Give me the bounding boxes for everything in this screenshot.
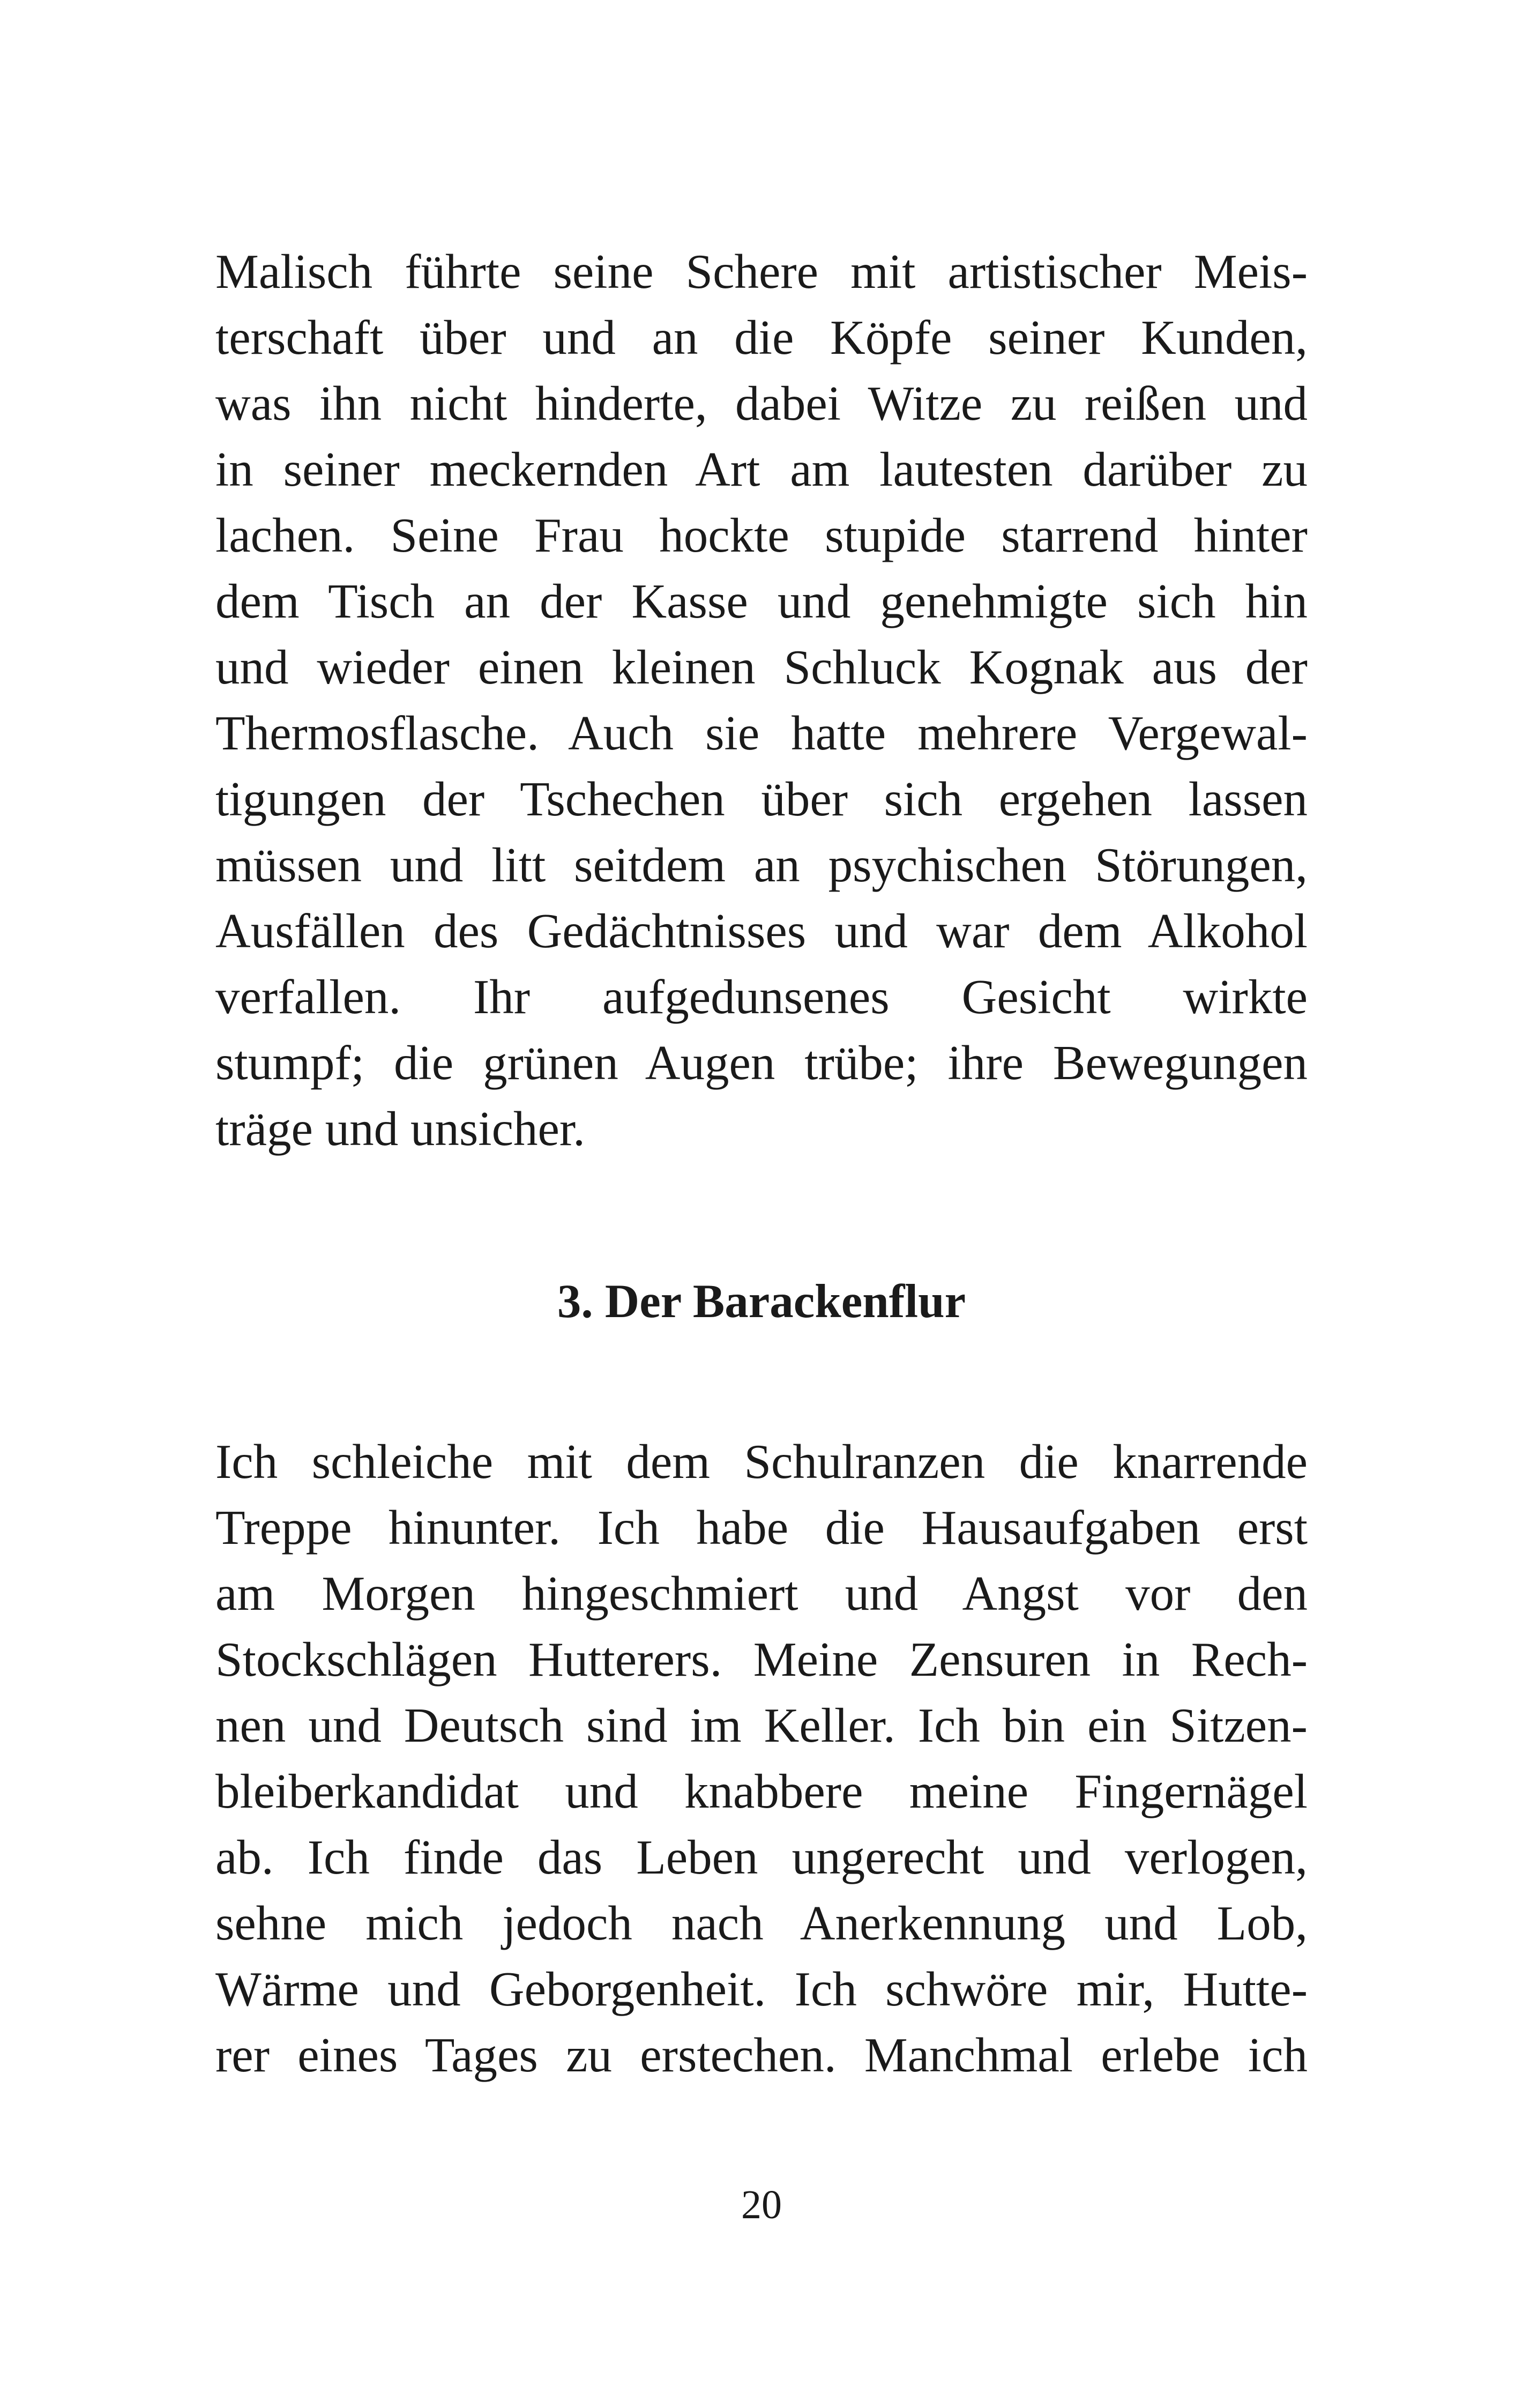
- paragraph-line: lachen. Seine Frau hockte stupide starrend hinter: [215, 508, 1308, 562]
- paragraph-line: Wärme und Geborgenheit. Ich schwöre mir, Hutte-: [215, 1962, 1308, 2016]
- paragraph-line: am Morgen hingeschmiert und Angst vor den: [215, 1566, 1308, 1621]
- paragraph-line: und wieder einen kleinen Schluck Kognak aus der: [215, 640, 1308, 694]
- paragraph-line: rer eines Tages zu erstechen. Manchmal erlebe ich: [215, 2028, 1308, 2082]
- paragraph-line: Stockschlägen Hutterers. Meine Zensuren in Rech-: [215, 1632, 1308, 1686]
- paragraph-line: terschaft über und an die Köpfe seiner Kunden,: [215, 310, 1308, 365]
- paragraph-line: Ausfällen des Gedächtnisses und war dem Alkohol: [215, 904, 1308, 958]
- paragraph-line: was ihn nicht hinderte, dabei Witze zu reißen und: [215, 376, 1308, 430]
- paragraph-line: verfallen. Ihr aufgedunsenes Gesicht wirkte: [215, 970, 1308, 1024]
- paragraph-malisch: [215, 239, 1308, 1162]
- page-number: 20: [741, 2182, 782, 2227]
- paragraph-line: müssen und litt seitdem an psychischen Störungen,: [215, 838, 1308, 892]
- paragraph-line: ab. Ich finde das Leben ungerecht und verlogen,: [215, 1830, 1308, 1884]
- paragraph-line: in seiner meckernden Art am lautesten darüber zu: [215, 442, 1308, 496]
- paragraph-line: Treppe hinunter. Ich habe die Hausaufgaben erst: [215, 1500, 1308, 1555]
- chapter-heading: 3. Der Barackenflur: [557, 1275, 966, 1328]
- paragraph-line: Ich schleiche mit dem Schulranzen die knarrende: [215, 1435, 1308, 1489]
- paragraph-line: sehne mich jedoch nach Anerkennung und Lob,: [215, 1896, 1308, 1950]
- paragraph-line: dem Tisch an der Kasse und genehmigte sich hin: [215, 574, 1308, 628]
- paragraph-line: tigungen der Tschechen über sich ergehen lassen: [215, 772, 1308, 826]
- paragraph-barackenflur: [215, 1429, 1308, 2088]
- paragraph-line: stumpf; die grünen Augen trübe; ihre Bewegungen: [215, 1036, 1308, 1090]
- paragraph-line: Thermosflasche. Auch sie hatte mehrere Vergewal-: [215, 706, 1308, 760]
- paragraph-line: Malisch führte seine Schere mit artistischer Meis-: [215, 244, 1308, 299]
- paragraph-line: nen und Deutsch sind im Keller. Ich bin ein Sitzen-: [215, 1698, 1308, 1752]
- paragraph-line: träge und unsicher.: [215, 1102, 585, 1156]
- paragraph-line: bleiberkandidat und knabbere meine Fingernägel: [215, 1764, 1308, 1818]
